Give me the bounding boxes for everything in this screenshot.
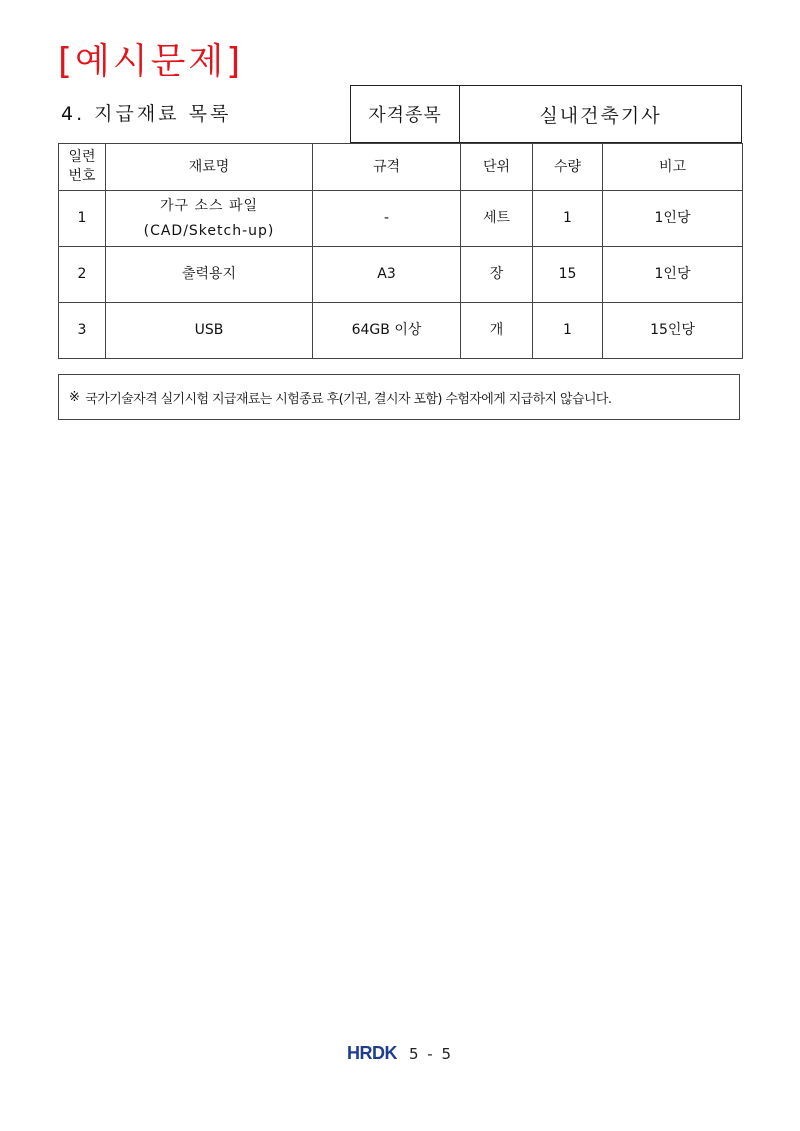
notice-box — [58, 374, 740, 420]
section-header — [58, 85, 742, 143]
cell-serial-number: 1 — [59, 191, 106, 247]
header-specification: 규격 — [313, 144, 461, 191]
material-name-line1: 가구 소스 파일 — [159, 197, 259, 214]
certification-box — [350, 85, 742, 143]
cell-quantity: 1 — [533, 191, 603, 247]
cell-material-name: 출력용지 — [106, 247, 313, 303]
hrdk-logo: HRDK — [346, 1043, 397, 1063]
cell-specification: - — [313, 191, 461, 247]
header-serial-number — [59, 144, 106, 191]
materials-table — [58, 143, 743, 359]
table-header-row — [59, 144, 743, 191]
cell-unit: 개 — [461, 303, 533, 359]
header-remarks: 비고 — [603, 144, 743, 191]
notice-text: 국가기술자격 실기시험 지급재료는 시험종료 후(기권, 결시자 포함) 수험자에게 지급하지 않습니다. — [85, 391, 612, 407]
cell-material-name: USB — [106, 303, 313, 359]
header-unit: 단위 — [461, 144, 533, 191]
section-title: 4. 지급재료 목록 — [61, 103, 232, 125]
document-title: [예시문제] — [58, 41, 244, 82]
header-serial-line1: 일련 — [68, 149, 96, 166]
cell-material-name — [106, 191, 313, 247]
cell-remarks: 15인당 — [603, 303, 743, 359]
cell-serial-number: 2 — [59, 247, 106, 303]
cell-quantity: 15 — [533, 247, 603, 303]
header-serial-line2: 번호 — [68, 168, 96, 184]
reference-mark-icon: ※ — [69, 389, 80, 405]
table-row — [59, 303, 743, 359]
cell-specification: A3 — [313, 247, 461, 303]
cell-unit: 세트 — [461, 191, 533, 247]
cell-quantity: 1 — [533, 303, 603, 359]
cell-remarks: 1인당 — [603, 247, 743, 303]
cell-serial-number: 3 — [59, 303, 106, 359]
table-row — [59, 247, 743, 303]
table-row — [59, 191, 743, 247]
cell-remarks: 1인당 — [603, 191, 743, 247]
certification-label: 자격종목 — [351, 86, 460, 142]
cell-unit: 장 — [461, 247, 533, 303]
header-quantity: 수량 — [533, 144, 603, 191]
page-number: 5 - 5 — [408, 1044, 454, 1063]
certification-value: 실내건축기사 — [539, 104, 662, 127]
cell-specification: 64GB 이상 — [313, 303, 461, 359]
material-name-line2: (CAD/Sketch-up) — [143, 222, 275, 239]
page-footer — [0, 1043, 800, 1064]
header-material-name: 재료명 — [106, 144, 313, 191]
